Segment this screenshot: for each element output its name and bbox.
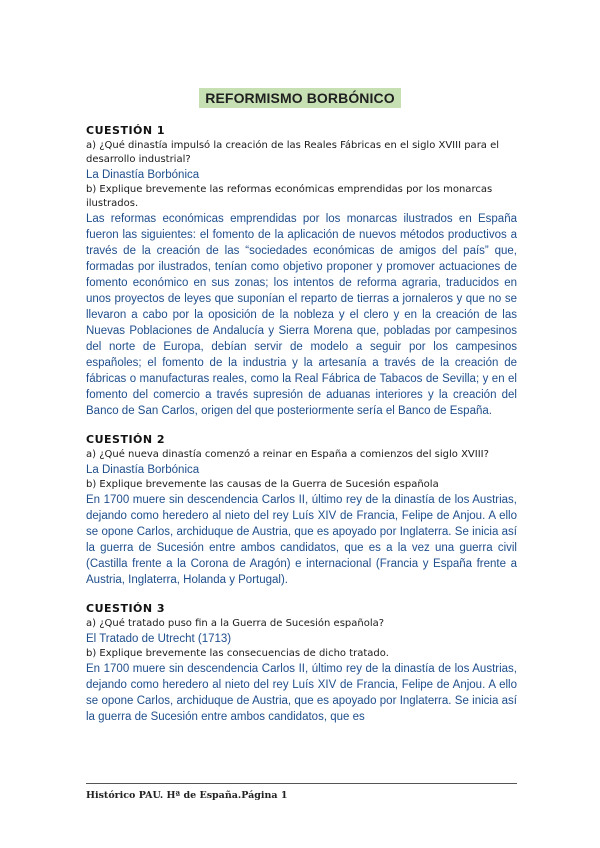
section-heading: CUESTIÓN 3 [86,602,166,615]
page-footer: Histórico PAU. Hª de España.Página 1 [86,783,517,801]
section-heading: CUESTIÓN 2 [86,433,166,446]
question-a: a) ¿Qué nueva dinastía comenzó a reinar en España a comienzos del siglo XVIII? [86,449,489,460]
section-cuestion-3 [86,602,517,725]
question-b: b) Explique brevemente las reformas económicas emprendidas por los monarcas ilustrados. [86,184,493,209]
answer-b: Las reformas económicas emprendidas por los monarcas ilustrados en España fueron las siguientes: el fomento de la aplicación de nuevos métodos productivos a través de la creación de las “sociedades económicas de amigos del país” que, formadas por ilustrados, tenían como objetivo proponer y promover actuaciones de fomento económico en sus zonas; los intentos de reforma agraria, traducidos en unos proyectos de leyes que suponían el reparto de tierras a jornaleros y que no se llevaron a cabo por la oposición de la nobleza y el clero y en la creación de las Nuevas Poblaciones de Andalucía y Sierra Morena que, pobladas por campesinos del norte de Europa, debían servir de modelo a seguir por los campesinos españoles; el fomento de la industria y la artesanía a través de la creación de fábricas o manufacturas reales, como la Real Fábrica de Tabacos de Sevilla; y en el fomento del comercio a través supresión de aduanas interiores y la creación del Banco de San Carlos, origen del que posteriormente sería el Banco de España. [86,213,517,417]
section-cuestion-1 [86,124,517,419]
question-b: b) Explique brevemente las causas de la Guerra de Sucesión española [86,479,439,490]
question-a: a) ¿Qué tratado puso fin a la Guerra de Sucesión española? [86,618,385,629]
title-wrap [0,88,600,108]
answer-a: La Dinastía Borbónica [86,169,200,181]
section-cuestion-2 [86,433,517,588]
answer-a: El Tratado de Utrecht (1713) [86,633,232,645]
answer-b: En 1700 muere sin descendencia Carlos II, último rey de la dinastía de los Austrias, dejando como heredero al nieto del rey Luís XIV de Francia, Felipe de Anjou. A ello se opone Carlos, archiduque de Austria, que es apoyado por Inglaterra. Se inicia así la guerra de Sucesión entre ambos candidatos, que es [86,663,517,723]
question-b: b) Explique brevemente las consecuencias de dicho tratado. [86,648,389,659]
document-body [86,124,517,725]
answer-b: En 1700 muere sin descendencia Carlos II, último rey de la dinastía de los Austrias, dejando como heredero al nieto del rey Luís XIV de Francia, Felipe de Anjou. A ello se opone Carlos, archiduque de Austria, que es apoyado por Inglaterra. Se inicia así la guerra de Sucesión entre ambos candidatos, que es a la vez una guerra civil (Castilla frente a la Corona de Aragón) e internacional (Francia y España frente a Austria, Inglaterra, Holanda y Portugal). [86,494,517,586]
answer-a: La Dinastía Borbónica [86,464,200,476]
page-title: REFORMISMO BORBÓNICO [199,88,400,108]
section-heading: CUESTIÓN 1 [86,124,166,137]
question-a: a) ¿Qué dinastía impulsó la creación de las Reales Fábricas en el siglo XVIII para el desarrollo industrial? [86,140,500,165]
